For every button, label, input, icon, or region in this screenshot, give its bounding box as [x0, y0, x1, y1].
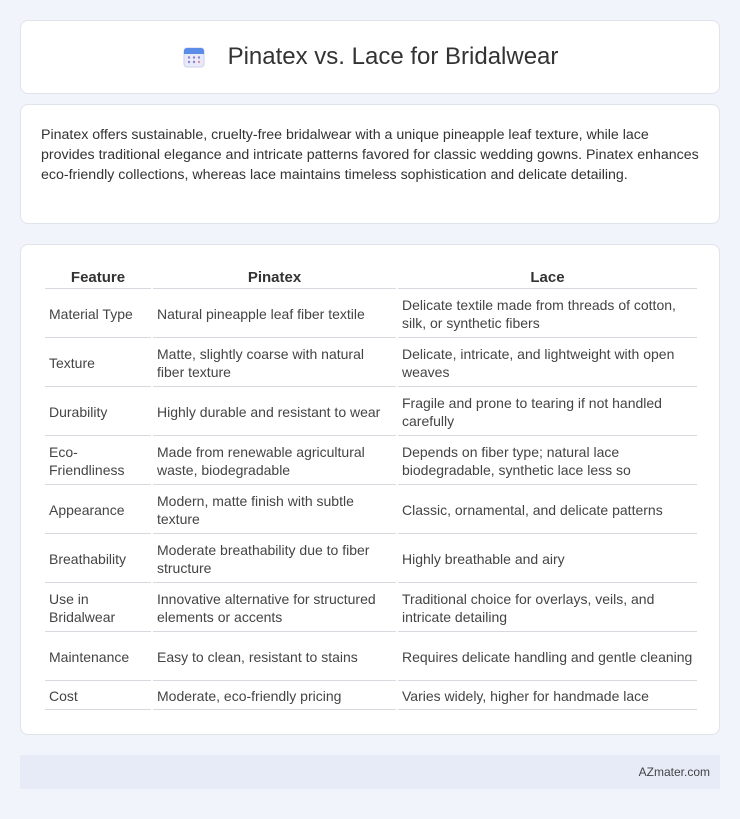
pinatex-cell: Innovative alternative for structured elements or accents [153, 585, 396, 632]
table-row [45, 683, 697, 710]
table-row [45, 585, 697, 632]
pinatex-cell: Moderate, eco-friendly pricing [153, 683, 396, 710]
table-row [45, 536, 697, 583]
pinatex-cell: Easy to clean, resistant to stains [153, 634, 396, 681]
lace-cell: Delicate textile made from threads of cotton, silk, or synthetic fibers [398, 291, 697, 338]
table-row [45, 389, 697, 436]
lace-cell: Classic, ornamental, and delicate patterns [398, 487, 697, 534]
feature-cell: Material Type [45, 291, 151, 338]
lace-cell: Delicate, intricate, and lightweight with open weaves [398, 340, 697, 387]
title-card [20, 20, 720, 94]
pinatex-cell: Made from renewable agricultural waste, biodegradable [153, 438, 396, 485]
header-feature: Feature [45, 267, 151, 289]
header-pinatex: Pinatex [153, 267, 396, 289]
summary-text: Pinatex offers sustainable, cruelty-free bridalwear with a unique pineapple leaf texture, while lace provides traditional elegance and intricate patterns favored for classic wedding gowns. Pinatex enhances eco-friendly collections, whereas lace maintains timeless sophistication and delicate detailing. [41, 127, 699, 183]
comparison-table-card [20, 244, 720, 735]
comparison-table [43, 265, 699, 712]
pinatex-cell: Highly durable and resistant to wear [153, 389, 396, 436]
table-row [45, 487, 697, 534]
pinatex-cell: Modern, matte finish with subtle texture [153, 487, 396, 534]
lace-cell: Varies widely, higher for handmade lace [398, 683, 697, 710]
lace-cell: Depends on fiber type; natural lace biodegradable, synthetic lace less so [398, 438, 697, 485]
pinatex-cell: Natural pineapple leaf fiber textile [153, 291, 396, 338]
footer [20, 755, 720, 789]
feature-cell: Texture [45, 340, 151, 387]
pinatex-cell: Matte, slightly coarse with natural fiber texture [153, 340, 396, 387]
lace-cell: Requires delicate handling and gentle cleaning [398, 634, 697, 681]
pinatex-cell: Moderate breathability due to fiber structure [153, 536, 396, 583]
lace-cell: Traditional choice for overlays, veils, and intricate detailing [398, 585, 697, 632]
feature-cell: Durability [45, 389, 151, 436]
table-row [45, 634, 697, 681]
summary-card [20, 104, 720, 224]
table-row [45, 438, 697, 485]
page-title: Pinatex vs. Lace for Bridalwear [227, 43, 559, 70]
footer-brand[interactable]: AZmater.com [638, 765, 710, 779]
feature-cell: Breathability [45, 536, 151, 583]
table-header-row [45, 267, 697, 289]
lace-cell: Fragile and prone to tearing if not handled carefully [398, 389, 697, 436]
lace-cell: Highly breathable and airy [398, 536, 697, 583]
feature-cell: Cost [45, 683, 151, 710]
calendar-icon [182, 45, 206, 69]
table-row [45, 340, 697, 387]
feature-cell: Appearance [45, 487, 151, 534]
feature-cell: Use in Bridalwear [45, 585, 151, 632]
feature-cell: Eco-Friendliness [45, 438, 151, 485]
table-row [45, 291, 697, 338]
feature-cell: Maintenance [45, 634, 151, 681]
header-lace: Lace [398, 267, 697, 289]
